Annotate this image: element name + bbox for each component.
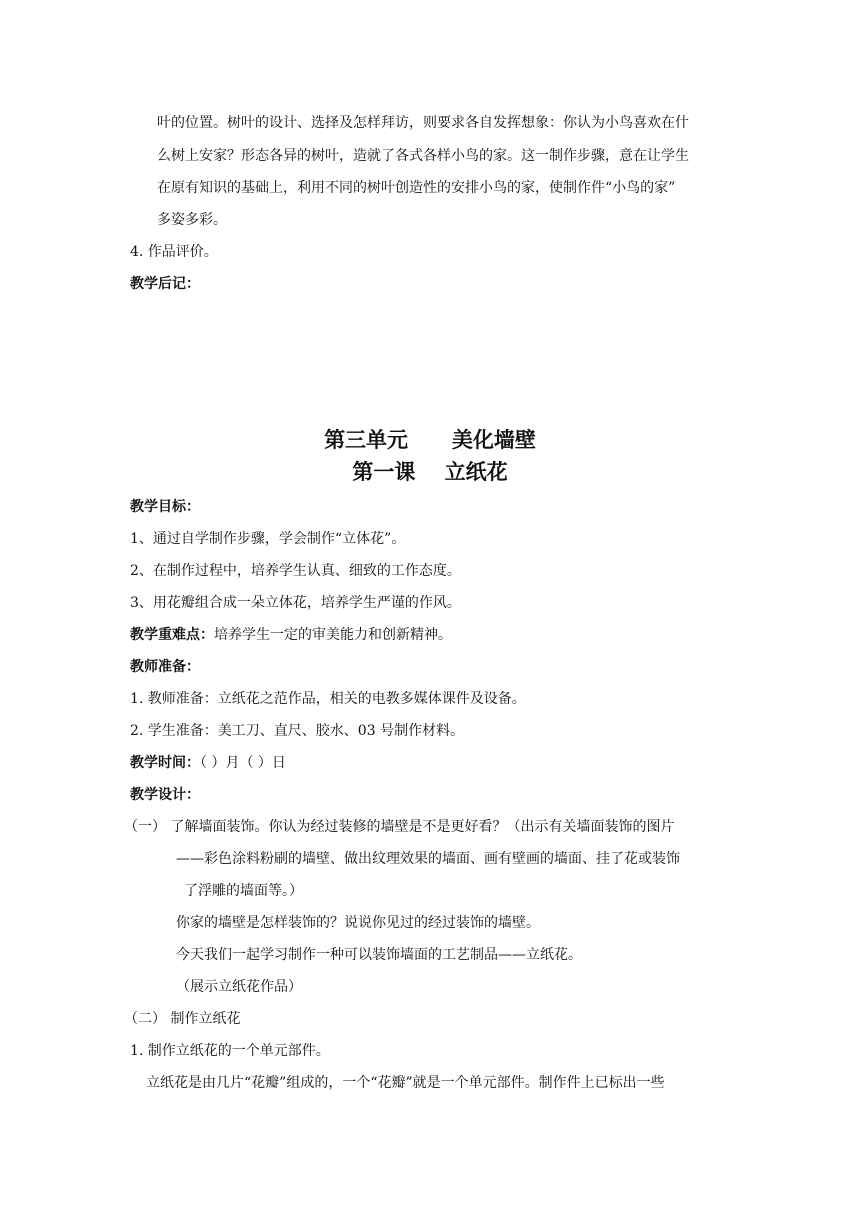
postscript-label: 教学后记： — [130, 276, 200, 292]
key-points-text: 培养学生一定的审美能力和创新精神。 — [214, 627, 452, 643]
teaching-time — [130, 753, 286, 773]
key-points — [130, 625, 452, 645]
objectives-label: 教学目标： — [130, 499, 200, 515]
design-section1-line: 了浮雕的墙面等。） — [184, 883, 303, 899]
design-section1-line: 今天我们一起学习制作一种可以装饰墙面的工艺制品——立纸花。 — [176, 947, 582, 963]
paragraph-line: 多姿多彩。 — [157, 212, 227, 228]
teacher-prep-item: 1. 教师准备：立纸花之范作品，相关的电教多媒体课件及设备。 — [130, 691, 526, 707]
teaching-time-label: 教学时间： — [130, 755, 200, 771]
lesson-title: 第一课 立纸花 — [352, 460, 508, 484]
design-step-1: 1. 制作立纸花的一个单元部件。 — [130, 1043, 330, 1059]
design-section1-line: （展示立纸花作品） — [176, 979, 302, 995]
paragraph-line: 在原有知识的基础上，利用不同的树叶创造性的安排小鸟的家，使制作件“小鸟的家” — [157, 180, 676, 196]
teacher-prep-label: 教师准备： — [130, 659, 200, 675]
design-section1-line: 你家的墙壁是怎样装饰的？说说你见过的经过装饰的墙壁。 — [176, 915, 540, 931]
objective-item: 2、在制作过程中，培养学生认真、细致的工作态度。 — [130, 563, 461, 579]
unit-title: 第三单元 美化墙壁 — [324, 428, 536, 452]
objective-item: 1、通过自学制作步骤，学会制作“立体花”。 — [130, 531, 406, 547]
objective-item: 3、用花瓣组合成一朵立体花，培养学生严谨的作风。 — [130, 595, 461, 611]
teaching-time-text: （ ）月（ ）日 — [200, 755, 286, 771]
teacher-prep-item: 2. 学生准备：美工刀、直尺、胶水、03 号制作材料。 — [130, 723, 465, 739]
paragraph-line: 么树上安家？形态各异的树叶，造就了各式各样小鸟的家。这一制作步骤，意在让学生 — [157, 148, 689, 164]
design-section1-line: ——彩色涂料粉刷的墙壁、做出纹理效果的墙面、画有壁画的墙面、挂了花或装饰 — [176, 851, 680, 867]
design-label: 教学设计： — [130, 787, 200, 803]
key-points-label: 教学重难点： — [130, 627, 214, 643]
paragraph-line: 叶的位置。树叶的设计、选择及怎样拜访，则要求各自发挥想象：你认为小鸟喜欢在什 — [157, 115, 689, 131]
step-4: 4. 作品评价。 — [130, 244, 218, 260]
design-step-1-text: 立纸花是由几片“花瓣”组成的，一个“花瓣”就是一个单元部件。制作件上已标出一些 — [146, 1075, 665, 1091]
design-section2-heading: （二） 制作立纸花 — [124, 1011, 241, 1027]
design-section1-line: （一） 了解墙面装饰。你认为经过装修的墙壁是不是更好看？（出示有关墙面装饰的图片 — [124, 819, 675, 835]
